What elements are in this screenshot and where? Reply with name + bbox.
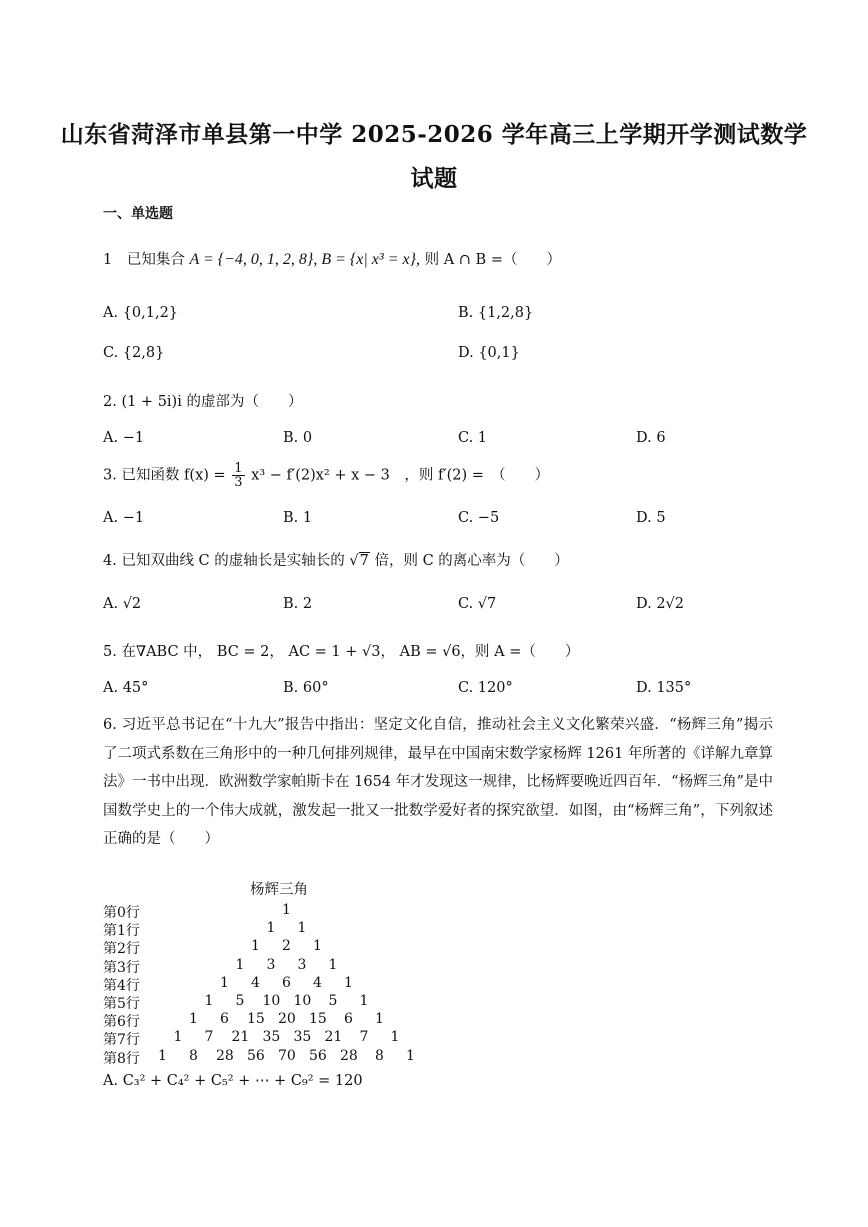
triangle-number: 21 [324,1029,343,1046]
triangle-number: 3 [297,956,307,973]
q3-option-a: A. −1 [103,510,145,526]
triangle-row-label: 第0行 [103,905,140,921]
q6-option-a: A. C₃² + C₄² + C₅² + ⋯ + C₉² = 120 [103,1073,363,1089]
q3-stem-tail: x³ − f′(2)x² + x − 3 ，则 f′(2) = （ ） [251,467,550,484]
triangle-number: 1 [328,956,338,973]
question-4: 4. 已知双曲线 C 的虚轴长是实轴长的 √7 倍，则 C 的离心率为（ ） [103,553,569,569]
triangle-number: 7 [204,1029,214,1046]
triangle-number: 28 [216,1047,234,1064]
q5-option-c: C. 120° [458,680,513,696]
section-heading: 一、单选题 [103,206,173,222]
triangle-number: 8 [189,1047,198,1064]
triangle-number: 1 [235,956,245,973]
q3-option-b: B. 1 [283,510,313,526]
q3-fraction [232,462,244,489]
triangle-number: 1 [158,1047,167,1064]
q3-stem: 3. 已知函数 f(x) = [103,467,226,484]
triangle-number: 70 [278,1047,296,1064]
triangle-number: 35 [262,1029,281,1046]
triangle-number: 10 [262,993,281,1009]
triangle-row-label: 第6行 [103,1014,140,1031]
triangle-row [103,975,703,993]
q5-option-d: D. 135° [636,680,692,696]
triangle-row [103,902,703,920]
q2-option-c: C. 1 [458,430,488,446]
q1-option-c: C. {2,8} [103,345,165,361]
q5-option-b: B. 60° [283,680,329,696]
set-definition: A = {−4, 0, 1, 2, 8}, B = {x| x³ = x}, [189,251,420,268]
q2-option-b: B. 0 [283,430,313,446]
triangle-number: 1 [282,902,291,918]
triangle-number: 56 [309,1047,327,1064]
triangle-number: 28 [340,1047,358,1064]
fraction-numerator: 1 [234,461,243,476]
triangle-number: 1 [204,993,214,1009]
q3-option-d: D. 5 [636,510,666,526]
triangle-row [103,957,703,975]
page-title: 山东省菏泽市单县第一中学 2025-2026 学年高三上学期开学测试数学 [60,121,808,148]
triangle-number: 1 [220,974,229,991]
q2-option-d: D. 6 [636,430,666,446]
question-6-paragraph: 6. 习近平总书记在“十九大”报告中指出：坚定文化自信，推动社会主义文化繁荣兴盛．“杨辉三角”揭示了二项式系数在三角形中的一种几何排列规律，最早在中国南宋数学家杨辉 1261 年所著的《详解九章算法》一书中出现．欧洲数学家帕斯卡在 1654 年才发现这一规律，比杨辉要晚近四百年．“杨辉三角”是中国数学史上的一个伟大成就，激发起一批又一批数学爱好者的探究欲望．如图，由“杨辉三角”，下列叙述正确的是（ ） [103,717,773,847]
q1-option-d: D. {0,1} [458,345,520,361]
triangle-number: 5 [235,993,245,1009]
triangle-number: 1 [344,974,353,991]
triangle-number: 1 [251,938,260,955]
triangle-number: 1 [266,920,276,937]
q4-stem: 4. 已知双曲线 C 的虚轴长是实轴长的 [103,553,345,569]
triangle-number: 56 [247,1047,265,1064]
q2-option-a: A. −1 [103,430,145,446]
q4-option-a: A. √2 [103,596,142,612]
triangle-number: 20 [278,1011,296,1028]
triangle-number: 1 [189,1011,198,1028]
triangle-row-label: 第1行 [103,923,140,940]
triangle-number: 1 [406,1047,415,1064]
triangle-title: 杨辉三角 [250,882,308,898]
triangle-number: 4 [251,974,260,991]
q4-option-d: D. 2√2 [636,596,685,612]
question-stem: 已知集合 [126,252,185,268]
page-title-line2: 试题 [410,165,458,192]
q4-stem-tail: 倍，则 C 的离心率为（ ） [374,553,569,569]
triangle-number: 1 [297,920,307,937]
triangle-row [103,993,703,1011]
triangle-number: 6 [344,1011,353,1028]
triangle-row [103,1011,703,1029]
q4-radicand: 7 [359,553,369,569]
triangle-row [103,1029,703,1047]
triangle-number: 2 [282,938,291,955]
question-2: 2. (1 + 5i)i 的虚部为（ ） [103,394,303,410]
fraction-denominator: 3 [234,475,243,490]
triangle-number: 15 [309,1011,327,1028]
q5-option-a: A. 45° [103,680,149,696]
triangle-number: 10 [293,993,312,1009]
triangle-row-label: 第5行 [103,996,140,1012]
triangle-row-label: 第4行 [103,977,140,994]
triangle-row [103,920,703,938]
triangle-number: 1 [313,938,322,955]
triangle-row-label: 第2行 [103,941,140,958]
triangle-row-label: 第8行 [103,1050,140,1067]
triangle-row [103,938,703,956]
question-5: 5. 在∇ABC 中， BC = 2， AC = 1 + √3， AB = √6，则 A =（ ） [103,644,580,660]
triangle-number: 1 [173,1029,183,1046]
question-1 [103,248,561,269]
q3-option-c: C. −5 [458,510,500,526]
triangle-number: 6 [282,974,291,991]
triangle-number: 15 [247,1011,265,1028]
triangle-row-label: 第3行 [103,959,140,976]
triangle-number: 6 [220,1011,229,1028]
triangle-number: 7 [359,1029,369,1046]
question-3 [103,462,549,489]
question-stem-tail: 则 A ∩ B =（ ） [424,252,561,268]
triangle-number: 4 [313,974,322,991]
triangle-number: 3 [266,956,276,973]
triangle-row [103,1048,703,1066]
q1-option-a: A. {0,1,2} [103,305,179,321]
q4-option-b: B. 2 [283,596,313,612]
q4-option-c: C. √7 [458,596,497,612]
triangle-row-label: 第7行 [103,1032,140,1049]
triangle-number: 35 [293,1029,312,1046]
triangle-number: 1 [390,1029,400,1046]
question-number: 1 [103,252,113,268]
q1-option-b: B. {1,2,8} [458,305,534,321]
triangle-number: 21 [231,1029,250,1046]
triangle-number: 5 [328,993,338,1009]
triangle-number: 1 [359,993,369,1009]
triangle-number: 1 [375,1011,384,1028]
triangle-number: 8 [375,1047,384,1064]
